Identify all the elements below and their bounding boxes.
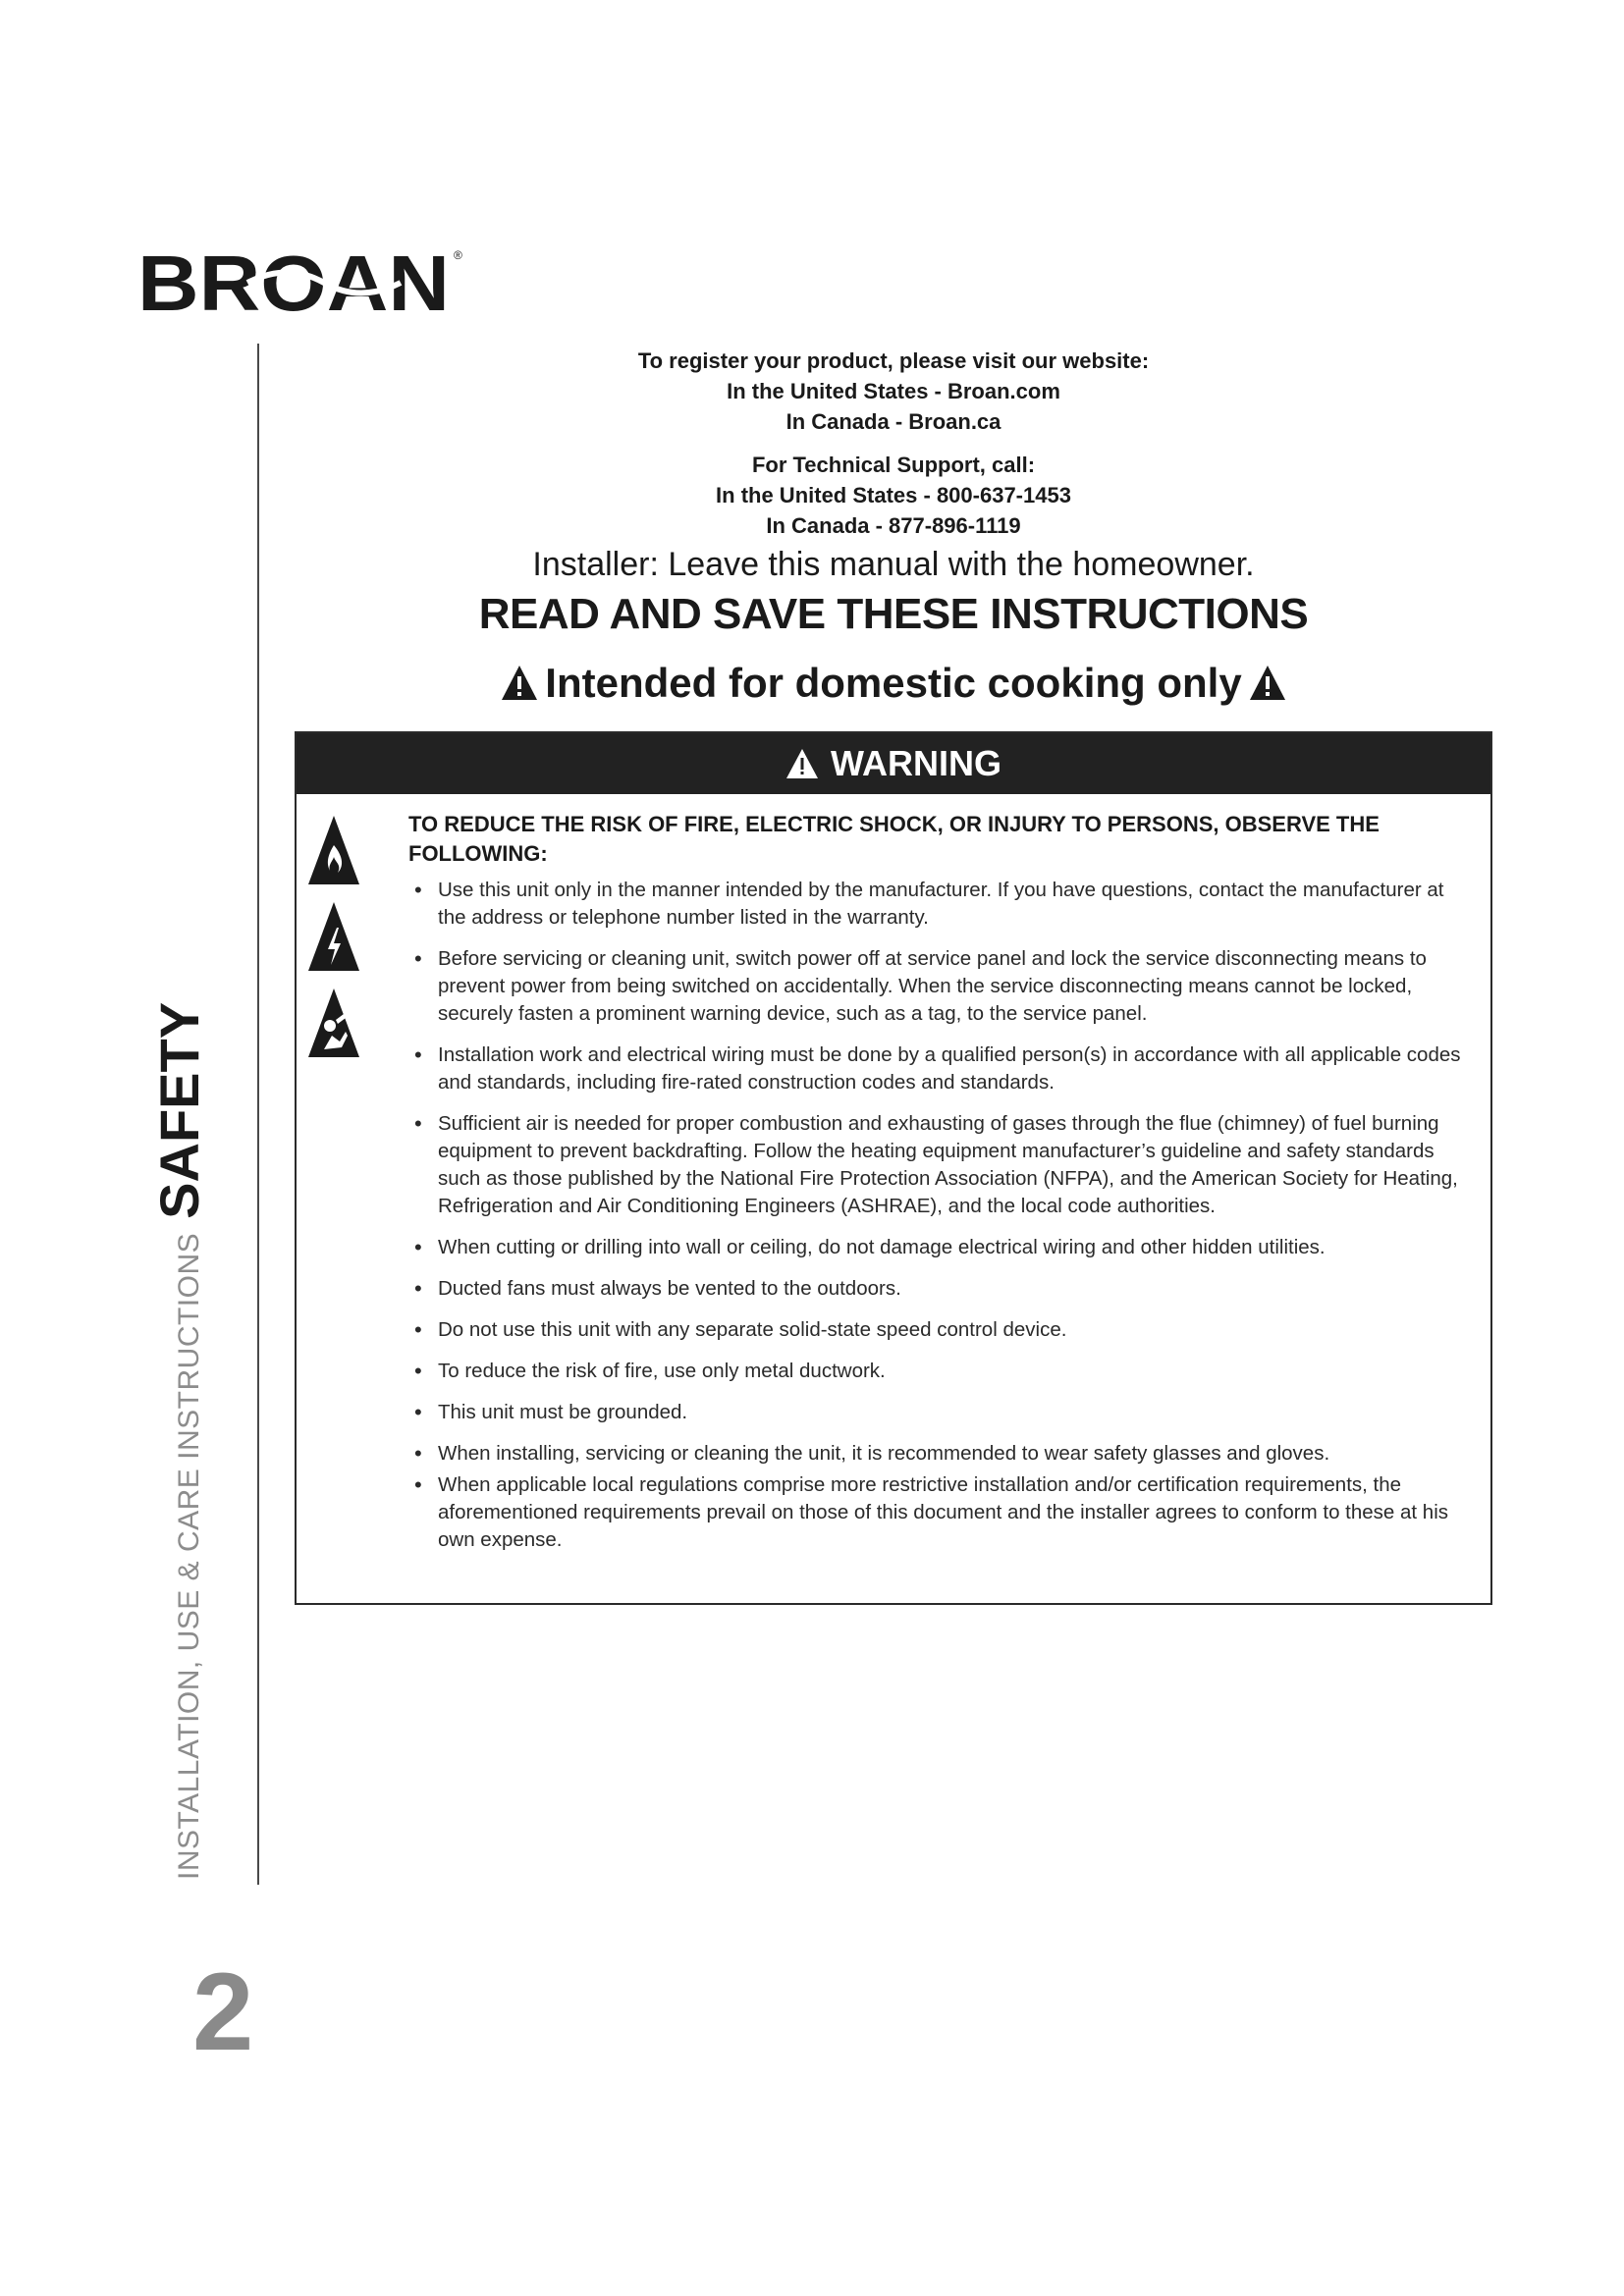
warning-list	[408, 877, 1477, 1554]
support-canada: In Canada - 877-896-1119	[766, 513, 1021, 538]
support-line: For Technical Support, call:	[751, 453, 1036, 477]
register-line: To register your product, please visit our website:	[637, 348, 1150, 373]
register-us: In the United States - Broan.com	[727, 379, 1060, 403]
fire-hazard-icon	[306, 812, 361, 888]
warning-item: • Sufficient air is needed for proper combustion and exhausting of gases through the flue (chimney) of fuel burning equipment to prevent backdrafting. Follow the heating equipment manufacturer’s guideline and safety standards such as those published by the National Fire Protection Association (NFPA), and the American Society for Heating, Refrigeration and Air Conditioning Engineers (ASHRAE), and the local code authorities.	[408, 1110, 1477, 1220]
side-label	[147, 1002, 211, 1880]
warning-header	[297, 733, 1490, 794]
warning-item: • This unit must be grounded.	[408, 1399, 1477, 1426]
support-us: In the United States - 800-637-1453	[716, 483, 1071, 507]
intended-text: Intended for domestic cooking only	[545, 660, 1242, 706]
warning-item: • Use this unit only in the manner intended by the manufacturer. If you have questions, contact the manufacturer at the address or telephone number listed in the warranty.	[408, 877, 1477, 932]
electric-shock-icon	[306, 898, 361, 975]
warning-box	[295, 731, 1492, 1605]
warning-item: • Ducted fans must always be vented to the outdoors.	[408, 1275, 1477, 1303]
warning-item: • Installation work and electrical wiring must be done by a qualified person(s) in accordance with all applicable codes and standards, including fire-rated construction codes and standards.	[408, 1041, 1477, 1096]
warning-triangle-icon	[785, 748, 819, 779]
warning-triangle-icon	[1248, 664, 1287, 703]
warning-item: • To reduce the risk of fire, use only metal ductwork.	[408, 1358, 1477, 1385]
section-title: SAFETY	[148, 1001, 210, 1219]
svg-text:BROAN: BROAN	[137, 243, 450, 320]
installer-note: Installer: Leave this manual with the homeowner.	[532, 546, 1255, 583]
warning-item: • When installing, servicing or cleaning the unit, it is recommended to wear safety glasses and gloves.	[408, 1440, 1477, 1468]
svg-text:®: ®	[454, 248, 462, 262]
warning-triangle-icon	[500, 664, 539, 703]
read-save-heading: READ AND SAVE THESE INSTRUCTIONS	[478, 590, 1309, 638]
injury-hazard-icon	[306, 985, 361, 1061]
intended-use-line	[295, 656, 1492, 711]
warning-item: • When applicable local regulations comprise more restrictive installation and/or certification requirements, the aforementioned requirements prevail on those of this document and the installer agrees to conform to these at his own expense.	[408, 1471, 1477, 1554]
support-info	[295, 450, 1492, 541]
broan-logo	[137, 243, 471, 320]
manual-type-label: INSTALLATION, USE & CARE INSTRUCTIONS	[173, 1232, 205, 1880]
warning-item: • When cutting or drilling into wall or ceiling, do not damage electrical wiring and other hidden utilities.	[408, 1234, 1477, 1261]
warning-heading: TO REDUCE THE RISK OF FIRE, ELECTRIC SHOCK, OR INJURY TO PERSONS, OBSERVE THE FOLLOWING:	[408, 812, 1380, 866]
page-number: 2	[192, 1950, 254, 2073]
warning-title: WARNING	[831, 743, 1001, 783]
warning-item: • Do not use this unit with any separate solid-state speed control device.	[408, 1316, 1477, 1344]
warning-content	[408, 810, 1477, 1558]
register-canada: In Canada - Broan.ca	[785, 409, 1001, 434]
side-divider	[257, 344, 259, 1885]
warning-item: • Before servicing or cleaning unit, switch power off at service panel and lock the service disconnecting means to prevent power from being switched on accidentally. When the service disconnecting means cannot be locked, securely fasten a prominent warning device, such as a tag, to the service panel.	[408, 945, 1477, 1028]
registration-info	[295, 346, 1492, 437]
hazard-icons	[306, 812, 363, 1071]
